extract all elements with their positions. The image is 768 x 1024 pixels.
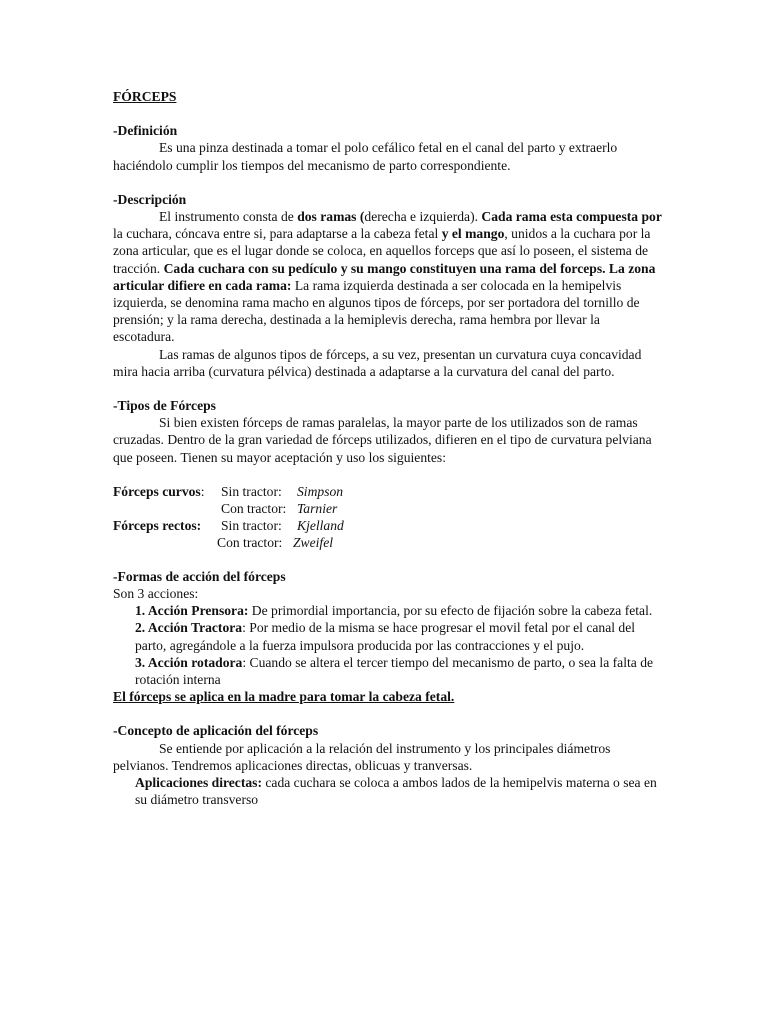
concepto-heading: -Concepto de aplicación del fórceps [113, 723, 319, 739]
formas-heading: -Formas de acción del fórceps [113, 568, 286, 584]
accion-item-2 [113, 619, 664, 653]
empty-cell [113, 500, 221, 517]
tipos-paragraph: Si bien existen fórceps de ramas paralelas, la mayor parte de los utilizados son de ramas cruzadas. Dentro de la gran variedad de fórceps utilizados, difieren en el tipo de curvatura pelviana que poseen. Tienen su mayor aceptación y uso los siguientes: [113, 415, 652, 465]
forceps-curvos-label [113, 483, 221, 500]
descripcion-paragraph-2: Las ramas de algunos tipos de fórceps, a su vez, presentan un curvatura cuya concavidad mira hacia arriba (curvatura pélvica) destinada a adaptarse a la curvatura del canal del parto. [113, 346, 642, 379]
spacer [113, 174, 664, 191]
tractor-label: Sin tractor: [221, 517, 282, 533]
accion-text: : Por medio de la misma se hace progresar el movil fetal por el canal del parto, agregándole a la fuerza impulsora producida por las contracciones y el pujo. [135, 620, 636, 653]
text-run: El instrumento consta de [159, 209, 298, 225]
page-title: FÓRCEPS [113, 89, 177, 104]
aplicaciones-label: Aplicaciones directas: [135, 775, 262, 791]
definicion-heading: -Definición [113, 123, 178, 139]
label-colon: : [200, 483, 205, 499]
descripcion-heading: -Descripción [113, 191, 187, 207]
forceps-name: Tarnier [297, 500, 338, 516]
forceps-name: Zweifel [293, 534, 334, 550]
forceps-row [113, 483, 664, 500]
aplicaciones-directas [113, 774, 664, 808]
text-run-bold: Cada rama esta compuesta por [481, 209, 662, 225]
accion-label: 3. Acción rotadora [135, 654, 243, 670]
accion-label: 2. Acción Tractora [135, 620, 243, 636]
formas-intro: Son 3 acciones: [113, 586, 199, 602]
descripcion-paragraph-1 [113, 208, 664, 346]
forceps-name: Kjelland [297, 517, 344, 533]
spacer [113, 551, 664, 568]
aplicaciones-text: cada cuchara se coloca a ambos lados de la hemipelvis materna o sea en su diámetro transverso [135, 775, 657, 808]
accion-item-1 [113, 602, 664, 619]
tractor-label: Con tractor: [217, 534, 283, 550]
forceps-types-list [113, 483, 664, 551]
tractor-label: Sin tractor: [221, 483, 282, 499]
accion-label: 1. Acción Prensora: [135, 603, 249, 619]
text-run-bold: Cada cuchara con su pedículo y su mango constituyen una rama del forceps. La zona articular difiere en cada rama: [113, 260, 656, 293]
text-run-bold: y el mango [441, 226, 505, 242]
formas-note: El fórceps se aplica en la madre para tomar la cabeza fetal. [113, 689, 455, 705]
spacer [113, 705, 664, 722]
spacer [113, 466, 664, 483]
accion-text: De primordial importancia, por su efecto de fijación sobre la cabeza fetal. [248, 603, 653, 619]
tractor-label: Con tractor: [221, 500, 287, 516]
forceps-row [113, 534, 664, 551]
accion-text: : Cuando se altera el tercer tiempo del mecanismo de parto, o sea la falta de rotación interna [135, 654, 654, 688]
text-run: La rama izquierda destinada a ser colocada en la hemipelvis izquierda, se denomina rama macho en algunos tipos de fórceps, por ser portadora del tornillo de prensión; y la rama derecha, destinada a la hemiplevis derecha, rama hembra por llevar la escotadura. [113, 277, 640, 345]
tipos-heading: -Tipos de Fórceps [113, 398, 216, 414]
empty-cell [113, 534, 217, 551]
spacer [113, 380, 664, 397]
concepto-paragraph: Se entiende por aplicación a la relación del instrumento y los principales diámetros pelvianos. Tendremos aplicaciones directas, oblicuas y tranversas. [113, 740, 611, 773]
accion-item-3 [113, 654, 664, 688]
text-run: , unidos a la cuchara por la zona articular, que es el lugar donde se coloca, en aquellos forceps que así lo poseen, el sistema de tracción. [113, 226, 651, 276]
forceps-row [113, 517, 664, 534]
label-text: Fórceps curvos [113, 483, 201, 499]
definicion-paragraph: Es una pinza destinada a tomar el polo cefálico fetal en el canal del parto y extraerlo haciéndolo cumplir los tiempos del mecanismo de parto correspondiente. [113, 140, 618, 173]
text-run: la cuchara, cóncava entre si, para adaptarse a la cabeza fetal [113, 226, 442, 242]
text-run-bold: dos ramas ( [297, 209, 365, 225]
forceps-row [113, 500, 664, 517]
forceps-name: Simpson [297, 483, 344, 499]
forceps-rectos-label: Fórceps rectos: [113, 517, 202, 533]
text-run: derecha e izquierda). [364, 209, 482, 225]
